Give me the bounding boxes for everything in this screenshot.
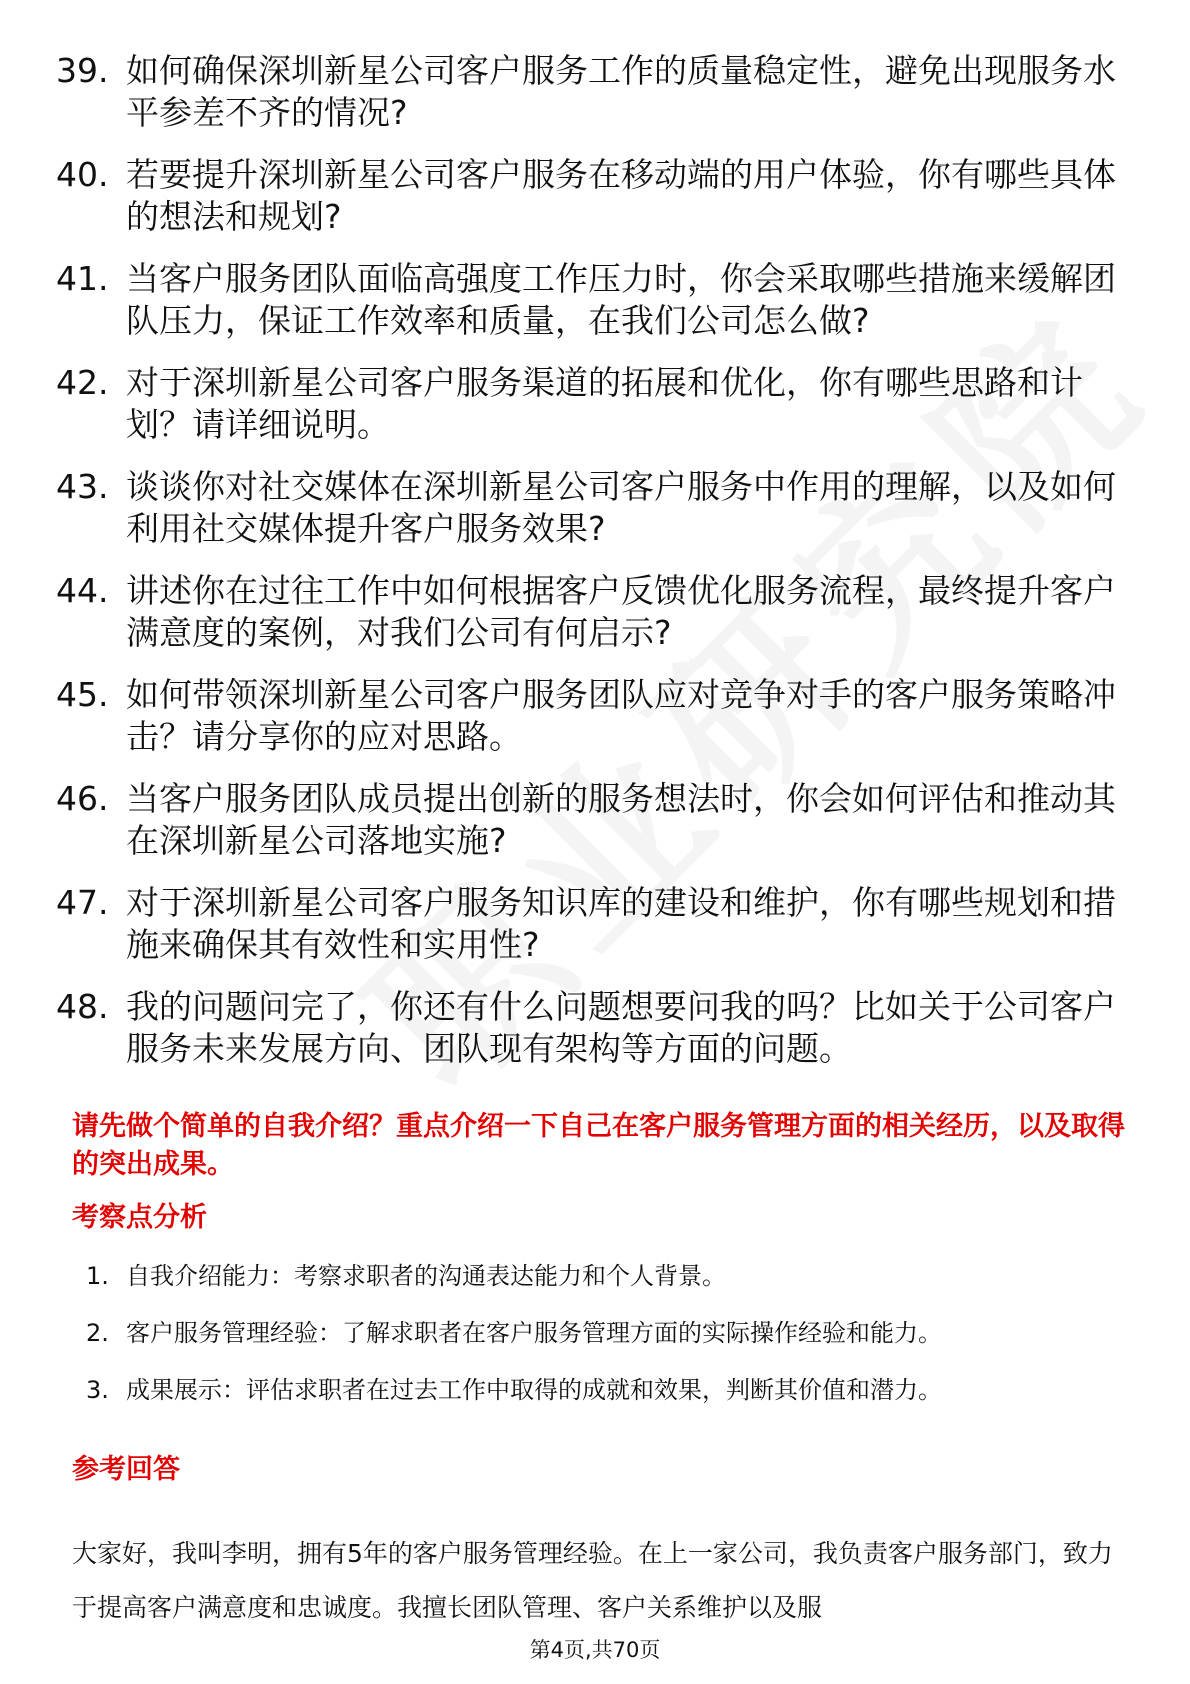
question-item (56, 50, 1136, 134)
point-number: 3. (86, 1376, 109, 1404)
analysis-point (86, 1315, 1126, 1372)
question-number: 47. (56, 883, 109, 922)
highlight-question: 请先做个简单的自我介绍？重点介绍一下自己在客户服务管理方面的相关经历，以及取得的突出成果。 (72, 1111, 1125, 1180)
question-number: 39. (56, 51, 109, 90)
question-number: 45. (56, 675, 109, 714)
question-text: 当客户服务团队成员提出创新的服务想法时，你会如何评估和推动其在深圳新星公司落地实施? (126, 779, 1116, 860)
question-number: 48. (56, 987, 109, 1026)
question-item (56, 258, 1136, 342)
question-text: 讲述你在过往工作中如何根据客户反馈优化服务流程，最终提升客户满意度的案例，对我们公司有何启示? (126, 571, 1116, 652)
question-item (56, 570, 1136, 654)
question-number: 44. (56, 571, 109, 610)
question-text: 对于深圳新星公司客户服务渠道的拓展和优化，你有哪些思路和计划？请详细说明。 (126, 363, 1083, 444)
analysis-points (86, 1258, 1126, 1429)
page-footer: 第4页,共70页 (529, 1638, 661, 1662)
question-text: 如何确保深圳新星公司客户服务工作的质量稳定性，避免出现服务水平参差不齐的情况? (126, 51, 1116, 132)
question-item (56, 362, 1136, 446)
question-item (56, 466, 1136, 550)
answer-text: 大家好，我叫李明，拥有5年的客户服务管理经验。在上一家公司，我负责客户服务部门，致力于提高客户满意度和忠诚度。我擅长团队管理、客户关系维护以及服 (72, 1539, 1113, 1622)
question-text: 谈谈你对社交媒体在深圳新星公司客户服务中作用的理解，以及如何利用社交媒体提升客户服务效果? (126, 467, 1116, 548)
question-number: 42. (56, 363, 109, 402)
question-list (56, 50, 1136, 1090)
point-number: 1. (86, 1262, 109, 1290)
point-text: 客户服务管理经验：了解求职者在客户服务管理方面的实际操作经验和能力。 (126, 1319, 942, 1347)
question-text: 如何带领深圳新星公司客户服务团队应对竞争对手的客户服务策略冲击？请分享你的应对思路。 (126, 675, 1116, 756)
question-item (56, 674, 1136, 758)
point-number: 2. (86, 1319, 109, 1347)
question-item (56, 986, 1136, 1070)
question-number: 40. (56, 155, 109, 194)
question-number: 41. (56, 259, 109, 298)
analysis-point (86, 1258, 1126, 1315)
point-text: 成果展示：评估求职者在过去工作中取得的成就和效果，判断其价值和潜力。 (126, 1376, 942, 1404)
question-item (56, 882, 1136, 966)
question-item (56, 778, 1136, 862)
question-text: 当客户服务团队面临高强度工作压力时，你会采取哪些措施来缓解团队压力，保证工作效率和质量，在我们公司怎么做? (126, 259, 1116, 340)
question-number: 43. (56, 467, 109, 506)
question-text: 我的问题问完了，你还有什么问题想要问我的吗？比如关于公司客户服务未来发展方向、团队现有架构等方面的问题。 (126, 987, 1116, 1068)
question-number: 46. (56, 779, 109, 818)
question-text: 若要提升深圳新星公司客户服务在移动端的用户体验，你有哪些具体的想法和规划? (126, 155, 1116, 236)
analysis-title: 考察点分析 (72, 1202, 207, 1233)
question-item (56, 154, 1136, 238)
question-text: 对于深圳新星公司客户服务知识库的建设和维护，你有哪些规划和措施来确保其有效性和实用性? (126, 883, 1116, 964)
analysis-point (86, 1372, 1126, 1429)
point-text: 自我介绍能力：考察求职者的沟通表达能力和个人背景。 (126, 1262, 726, 1290)
answer-title: 参考回答 (72, 1454, 180, 1485)
